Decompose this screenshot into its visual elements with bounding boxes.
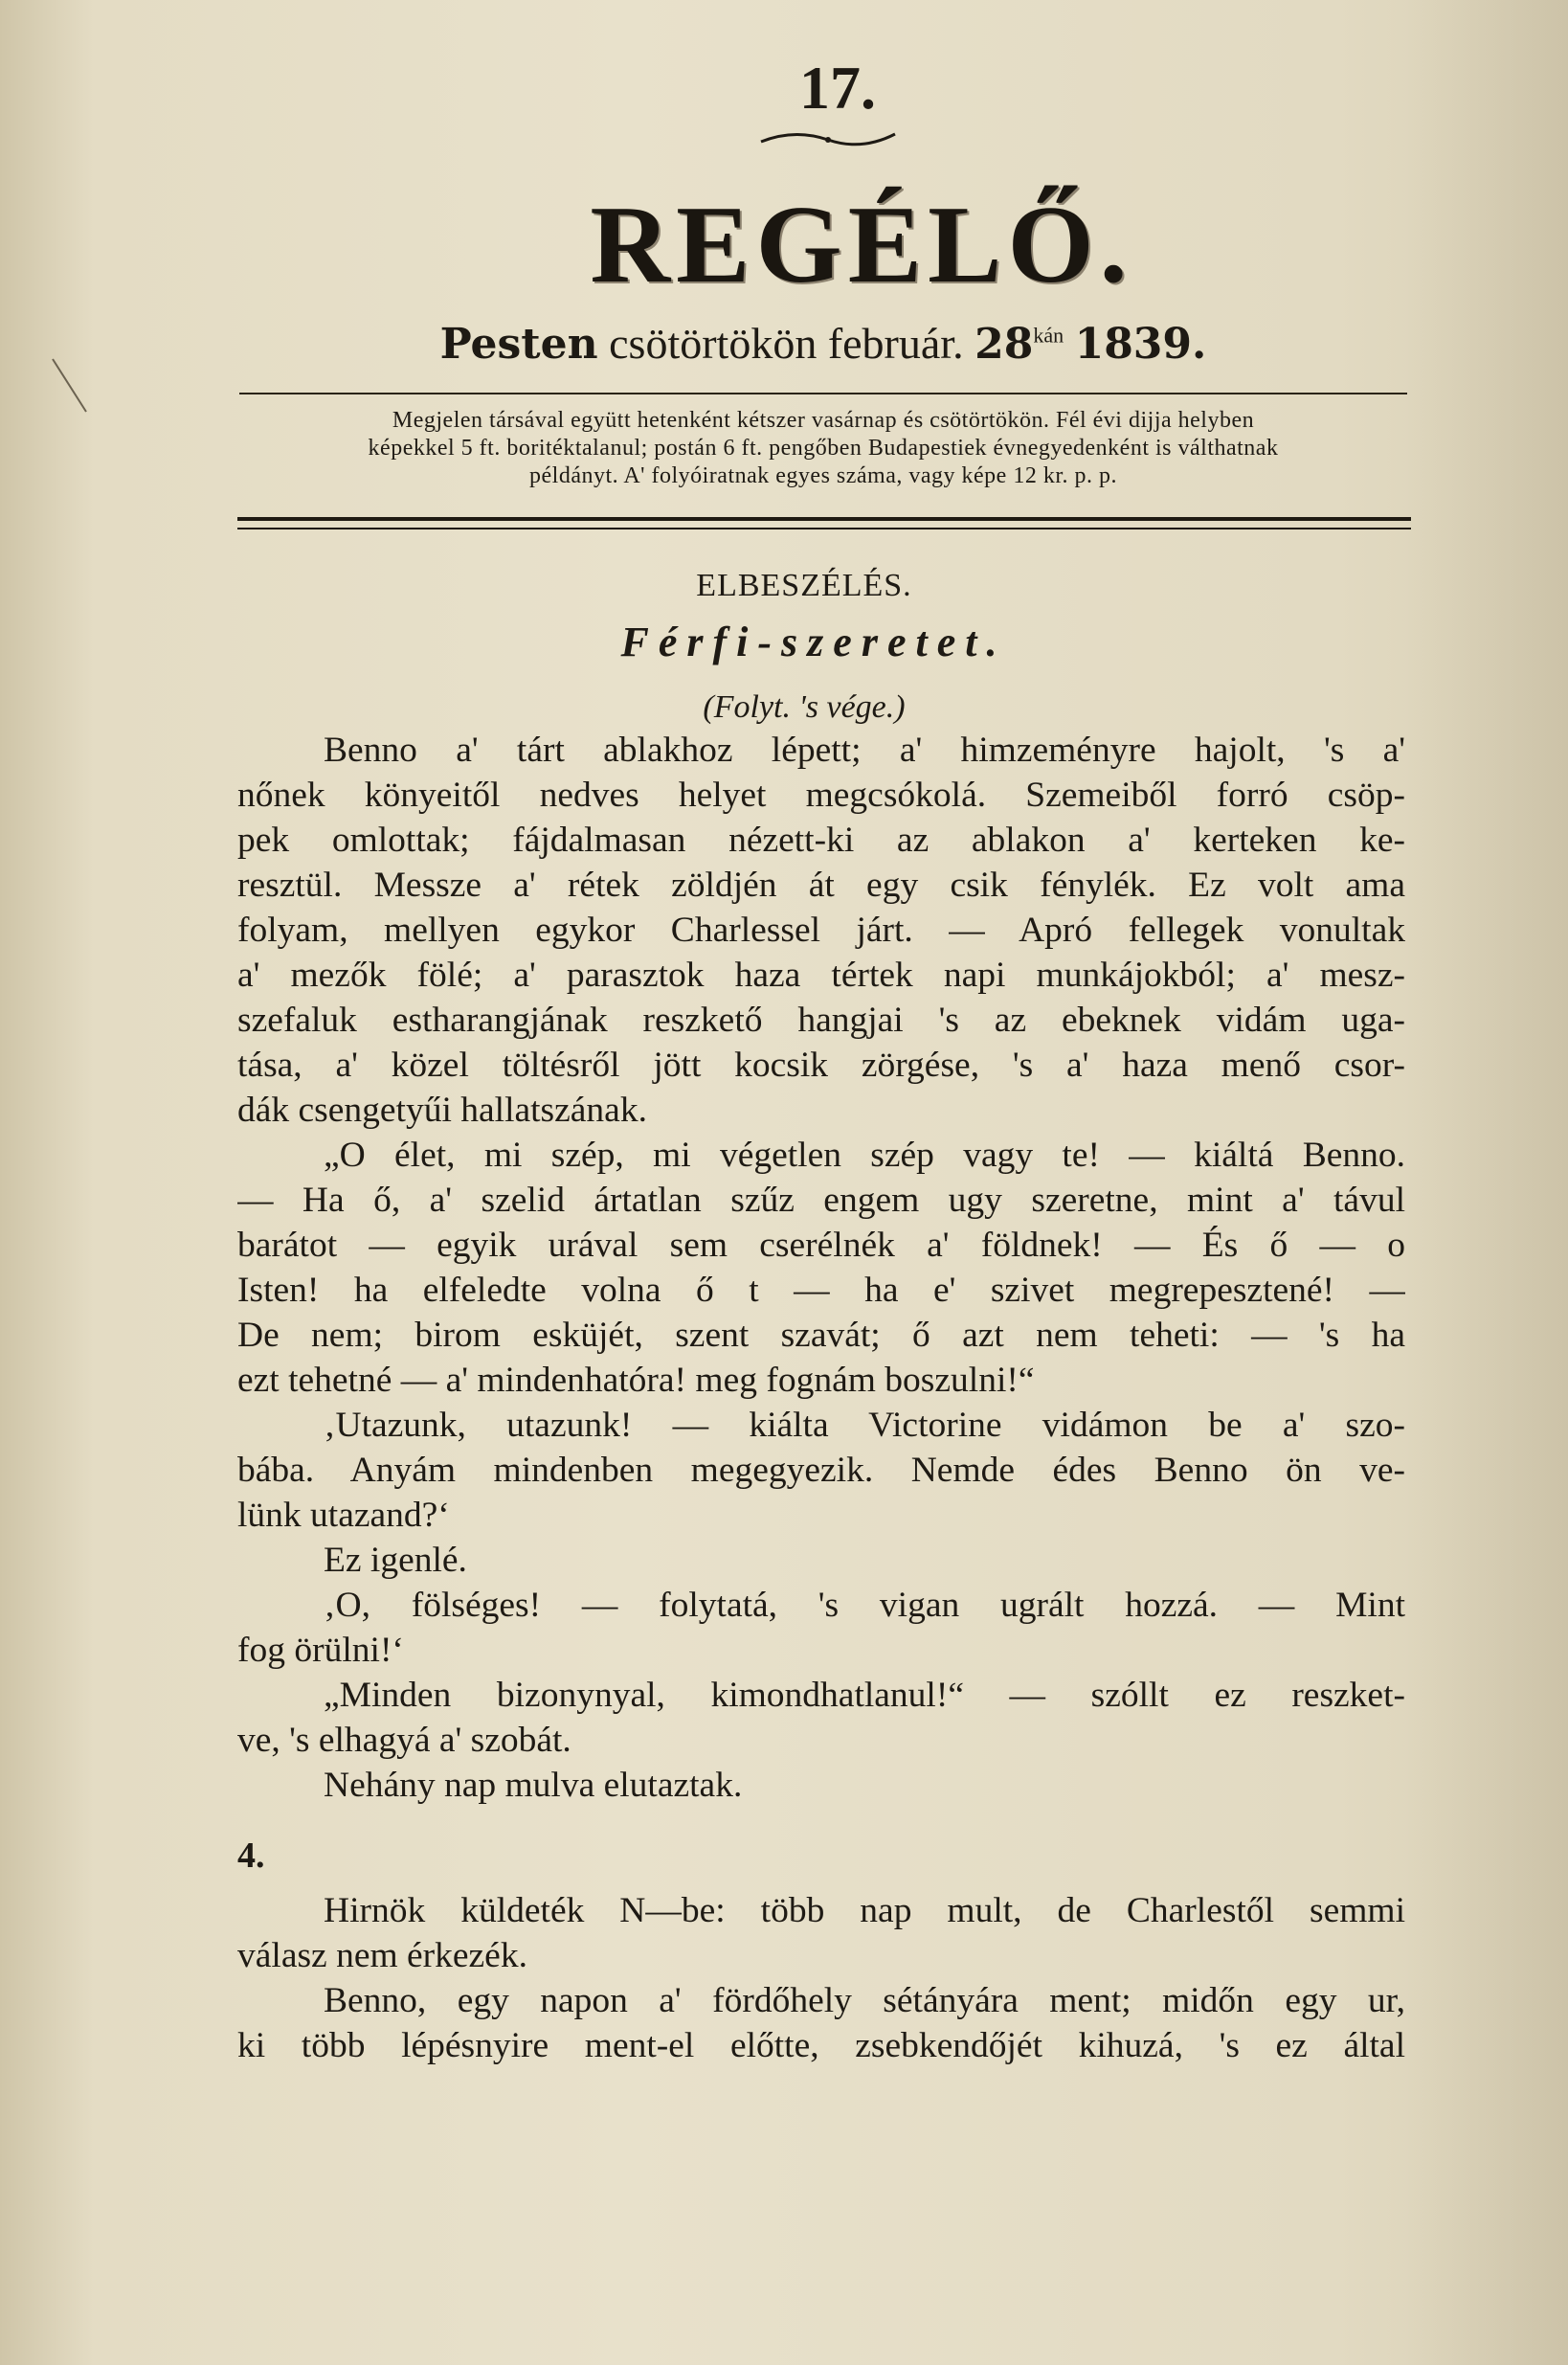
dateline-year: 1839. — [1074, 320, 1207, 369]
dateline-day-suffix: kán — [1033, 323, 1064, 348]
body-line: Benno, egy napon a' fördőhely sétányára ment; midőn egy ur, — [324, 1981, 1405, 2020]
story-title: Férfi-szeretet. — [620, 619, 1007, 665]
body-line: szefaluk estharangjának reszkető hangjai 's az ebeknek vidám uga- — [237, 1001, 1405, 1040]
body-line: pek omlottak; fájdalmasan nézett-ki az ablakon a' kerteken ke- — [237, 821, 1405, 860]
notice-line: képekkel 5 ft. boritéktalanul; postán 6 ft. pengőben Budapestiek évnegyedenként is válthatnak — [368, 436, 1279, 461]
body-line: dák csengetyűi hallatszának. — [237, 1091, 647, 1130]
body-line: folyam, mellyen egykor Charlessel járt. — Apró fellegek vonultak — [237, 911, 1405, 950]
body-line: — Ha ő, a' szelid ártatlan szűz engem ugy szeretne, mint a' távul — [237, 1181, 1405, 1220]
issue-number: 17. — [799, 54, 876, 122]
article-body — [237, 728, 1405, 2068]
body-line: tása, a' közel töltésről jött kocsik zörgése, 's a' haza menő csor- — [237, 1046, 1405, 1085]
body-line: ki több lépésnyire ment-el előtte, zsebkendőjét kihuzá, 's ez által — [237, 2026, 1405, 2065]
header-rule — [239, 393, 1407, 394]
subscription-notice — [235, 407, 1412, 490]
notice-line: Megjelen társával együtt hetenként kétszer vasárnap és csötörtökön. Fél évi dijja helyben — [392, 408, 1255, 433]
chapter-number: 4. — [237, 1836, 265, 1876]
body-line: Benno a' tárt ablakhoz lépett; a' himzeményre hajolt, 's a' — [324, 731, 1405, 770]
body-line: resztül. Messze a' rétek zöldjén át egy csik fénylék. Ez volt ama — [237, 866, 1405, 905]
body-line: ezt tehetné — a' mindenhatóra! meg fognám boszulni!“ — [237, 1361, 1035, 1400]
ornament-divider-icon — [756, 124, 900, 151]
margin-pencil-mark — [48, 354, 105, 431]
body-line: ve, 's elhagyá a' szobát. — [237, 1721, 571, 1760]
notice-line: példányt. A' folyóiratnak egyes száma, vagy képe 12 kr. p. p. — [529, 463, 1117, 488]
section-label: ELBESZÉLÉS. — [696, 568, 912, 603]
masthead-title: REGÉLŐ. — [590, 184, 1133, 306]
body-line: nőnek könyeitől nedves helyet megcsókolá. Szemeiből forró csöp- — [237, 776, 1405, 815]
body-line: „O élet, mi szép, mi végetlen szép vagy te! — kiáltá Benno. — [324, 1136, 1405, 1175]
body-line: ‚O, fölséges! — folytatá, 's vigan ugrált hozzá. — Mint — [324, 1586, 1405, 1625]
body-line: válasz nem érkezék. — [237, 1936, 527, 1975]
body-line: De nem; birom esküjét, szent szavát; ő azt nem teheti: — 's ha — [237, 1316, 1405, 1355]
body-line: a' mezők fölé; a' parasztok haza tértek napi munkájokból; a' mesz- — [237, 956, 1405, 995]
body-line: fog örülni!‘ — [237, 1631, 404, 1670]
body-line: „Minden bizonynyal, kimondhatlanul!“ — szóllt ez reszket- — [324, 1676, 1405, 1715]
body-line: Hirnök küldeték N—be: több nap mult, de Charlestől semmi — [324, 1891, 1405, 1930]
dateline-day: 28 — [974, 320, 1034, 369]
body-line: bába. Anyám mindenben megegyezik. Nemde édes Benno ön ve- — [237, 1451, 1405, 1490]
dateline — [364, 318, 1283, 369]
body-line: Isten! ha elfeledte volna ő t — ha e' szivet megrepesztené! — — [237, 1271, 1405, 1310]
body-line: Nehány nap mulva elutaztak. — [324, 1766, 743, 1805]
body-line: barátot — egyik urával sem cserélnék a' földnek! — És ő — o — [237, 1226, 1405, 1265]
dateline-date: csötörtökön február. — [609, 319, 964, 368]
body-line: lünk utazand?‘ — [237, 1496, 450, 1535]
header-double-rule — [237, 517, 1411, 529]
dateline-city: Pesten — [439, 320, 598, 369]
body-line: Ez igenlé. — [324, 1541, 467, 1580]
bleed-through-shadow — [1405, 0, 1568, 2365]
continued-note: (Folyt. 's vége.) — [703, 689, 906, 725]
body-line: ‚Utazunk, utazunk! — kiálta Victorine vidámon be a' szo- — [324, 1406, 1405, 1445]
